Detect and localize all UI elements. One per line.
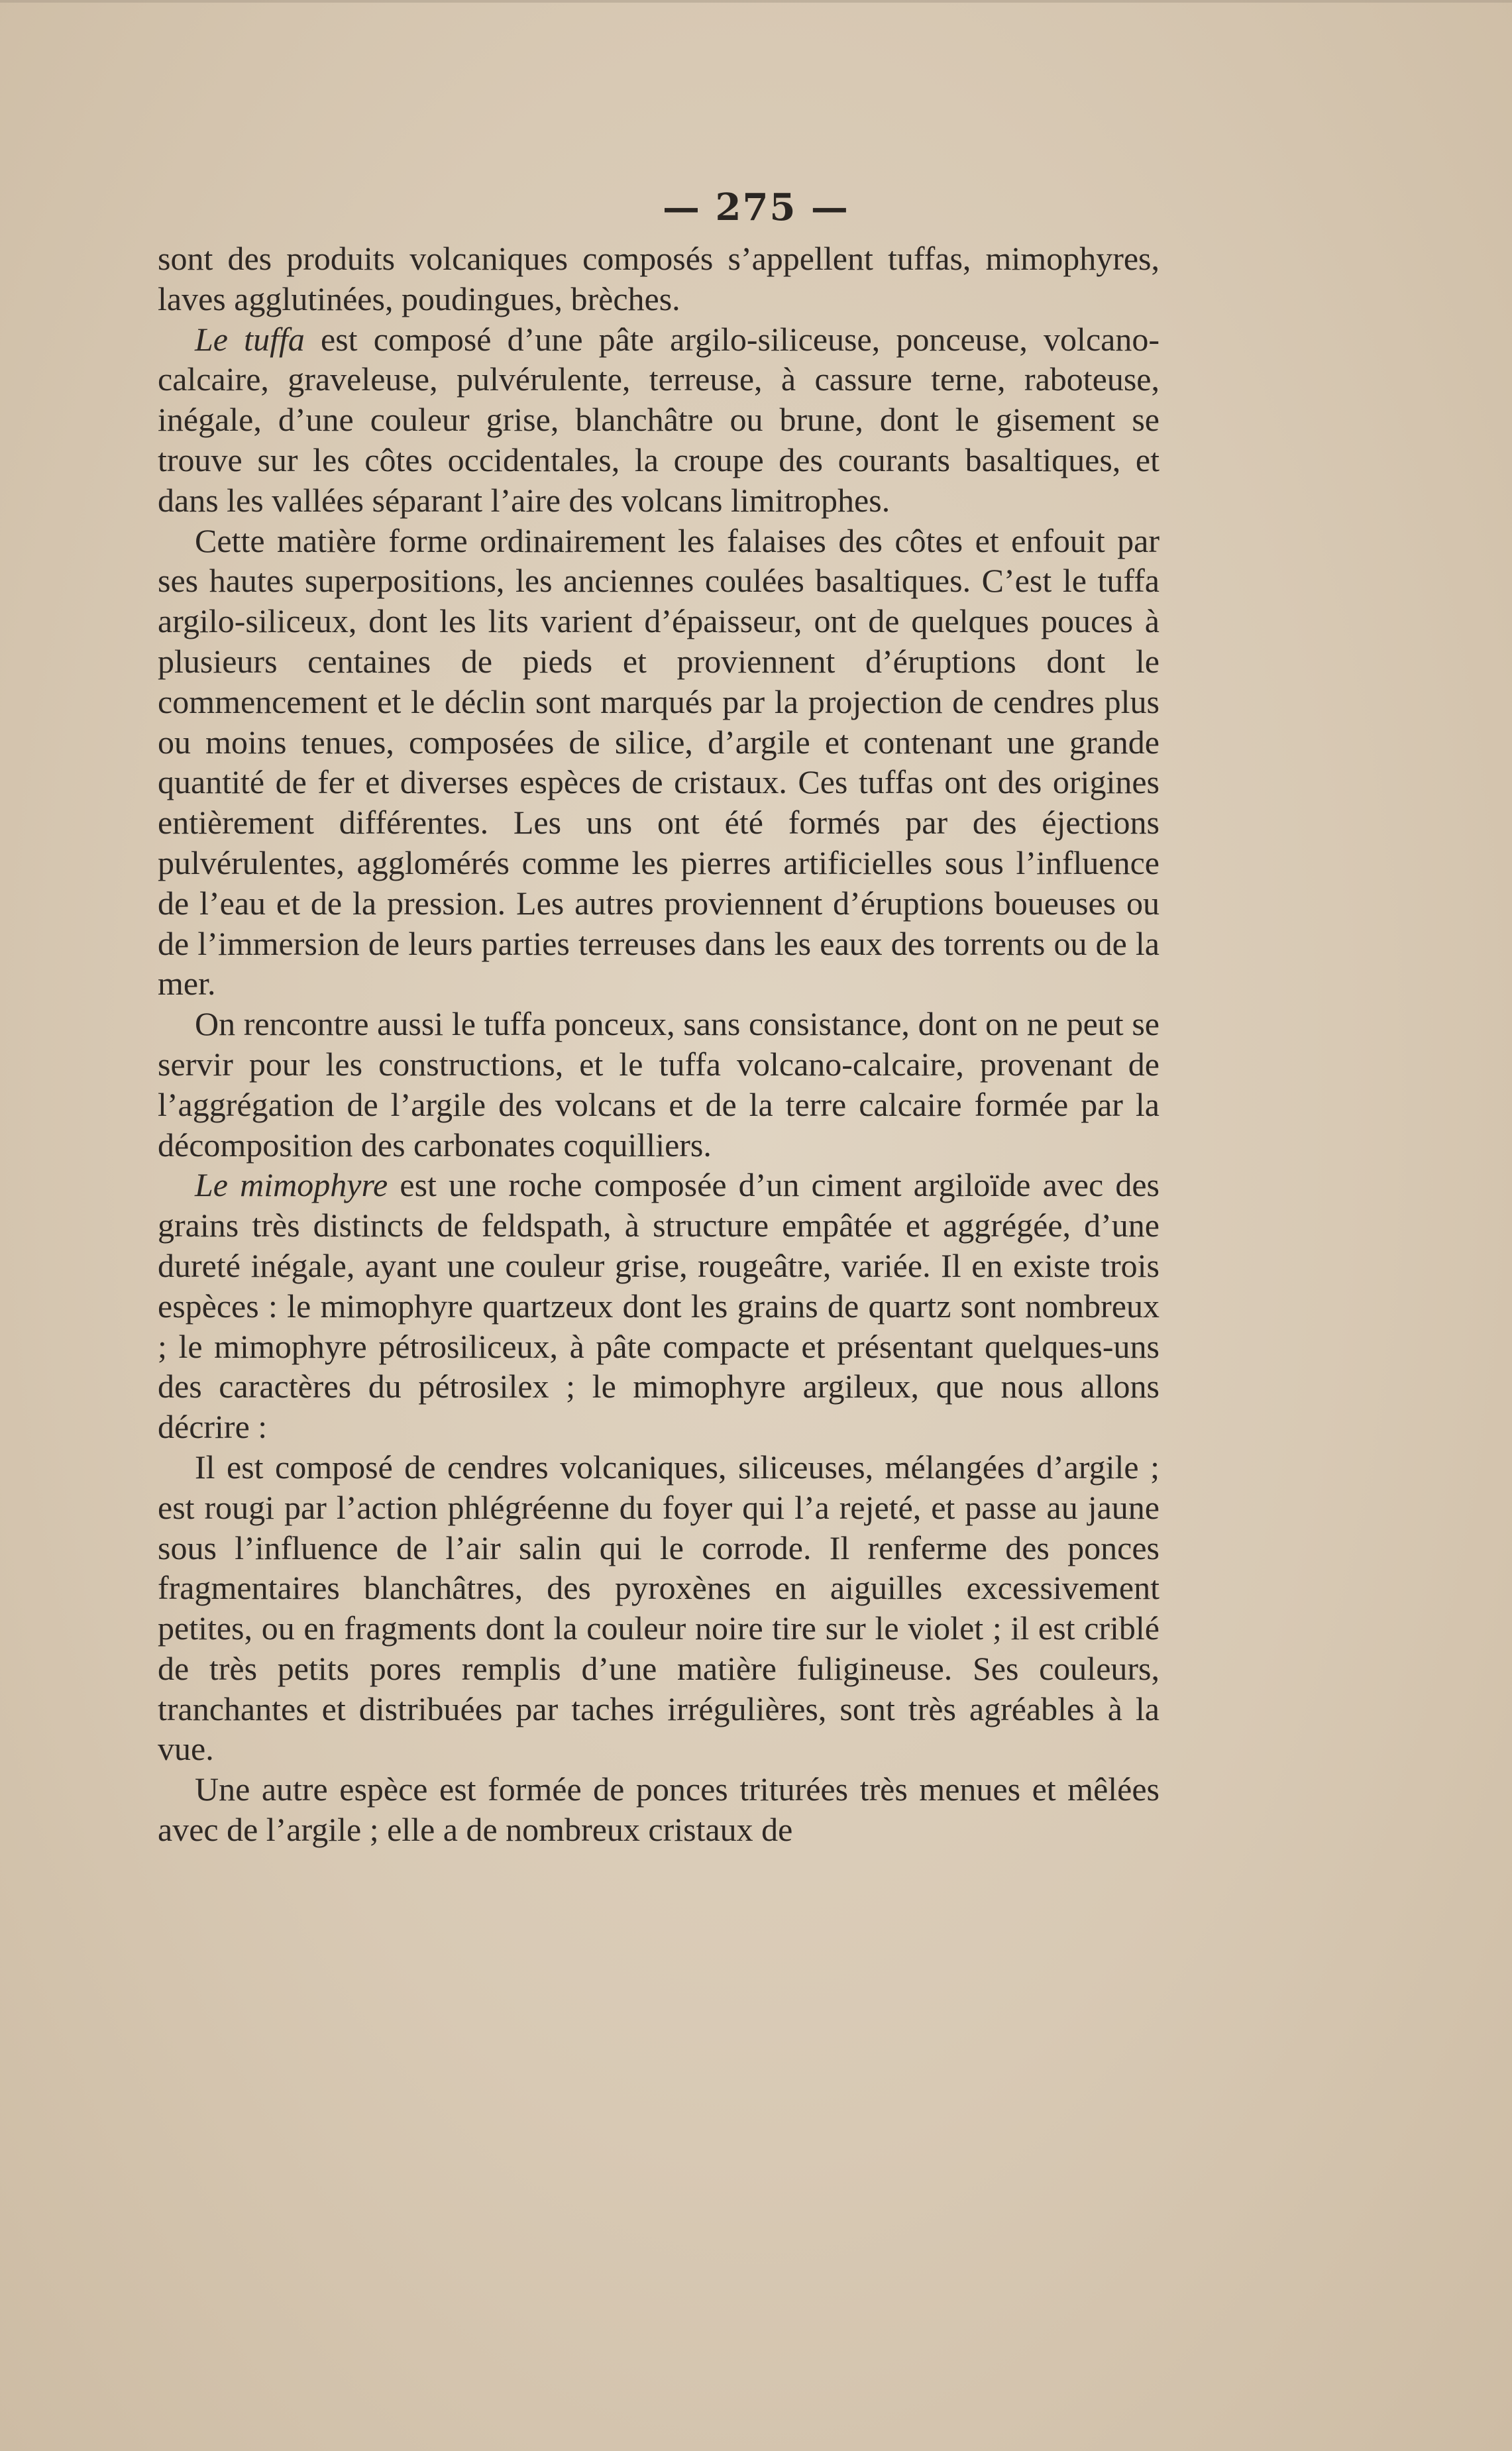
paragraph-3: [158, 521, 1160, 1005]
paragraph-2: [158, 319, 1160, 521]
paragraph-7: [158, 1769, 1160, 1850]
paragraph-1: [158, 239, 1160, 319]
page-top-edge: [0, 0, 1512, 3]
paragraph-1-text: sont des produits volcaniques composés s’appellent tuffas, mimophyres, laves agglutinées, poudingues, brèches.: [158, 240, 1160, 317]
paragraph-7-text: Une autre espèce est formée de ponces triturées très menues et mêlées avec de l’argile ; elle a de nombreux cristaux de: [158, 1770, 1160, 1849]
page-number: — 275 —: [663, 186, 849, 229]
term-mimophyre: Le mimophyre: [195, 1166, 388, 1204]
paragraph-6-text: Il est composé de cendres volcaniques, siliceuses, mélangées d’argile ; est rougi par l’action phlégréenne du foyer qui l’a rejeté, et passe au jaune sous l’influence de l’air salin qui le corrode. Il renferme des ponces fragmentaires blanchâtres, des pyroxènes en aiguilles excessivement petites, ou en fragments dont la couleur noire tire sur le violet ; il est criblé de très petits pores remplis d’une matière fuligineuse. Ses couleurs, tranchantes et distribuées par taches irrégulières, sont très agréables à la vue.: [158, 1448, 1160, 1768]
term-tuffa: Le tuffa: [195, 320, 305, 358]
paragraph-2-text: est composé d’une pâte argilo-siliceuse, ponceuse, volcano-calcaire, graveleuse, pulvérulente, terreuse, à cassure terne, raboteuse, inégale, d’une couleur grise, blanchâtre ou brune, dont le gisement se trouve sur les côtes occidentales, la croupe des courants basaltiques, et dans les vallées séparant l’aire des volcans limitrophes.: [158, 320, 1160, 519]
paragraph-5-text: est une roche composée d’un ciment argiloïde avec des grains très distincts de feldspath, à structure empâtée et aggrégée, d’une dureté inégale, ayant une couleur grise, rougeâtre, variée. Il en existe trois espèces : le mimophyre quartzeux dont les grains de quartz sont nombreux ; le mimophyre pétrosiliceux, à pâte compacte et présentant quelques-uns des caractères du pétrosilex ; le mimophyre argileux, que nous allons décrire :: [158, 1166, 1160, 1446]
paragraph-5: [158, 1165, 1160, 1447]
paragraph-4: [158, 1004, 1160, 1165]
paragraph-3-text: Cette matière forme ordinairement les falaises des côtes et enfouit par ses hautes superpositions, les anciennes coulées basaltiques. C’est le tuffa argilo-siliceux, dont les lits varient d’épaisseur, ont de quelques pouces à plusieurs centaines de pieds et proviennent d’éruptions dont le commencement et le déclin sont marqués par la projection de cendres plus ou moins tenues, composées de silice, d’argile et contenant une grande quantité de fer et diverses espèces de cristaux. Ces tuffas ont des origines entièrement différentes. Les uns ont été formés par des éjections pulvérulentes, agglomérés comme les pierres artificielles sous l’influence de l’eau et de la pression. Les autres proviennent d’éruptions boueuses ou de l’immersion de leurs parties terreuses dans les eaux des torrents ou de la mer.: [158, 521, 1160, 1003]
paragraph-4-text: On rencontre aussi le tuffa ponceux, sans consistance, dont on ne peut se servir pour les constructions, et le tuffa volcano-calcaire, provenant de l’aggrégation de l’argile des volcans et de la terre calcaire formée par la décomposition des carbonates coquilliers.: [158, 1005, 1160, 1164]
paragraph-6: [158, 1447, 1160, 1769]
body-text: [158, 239, 1160, 1850]
